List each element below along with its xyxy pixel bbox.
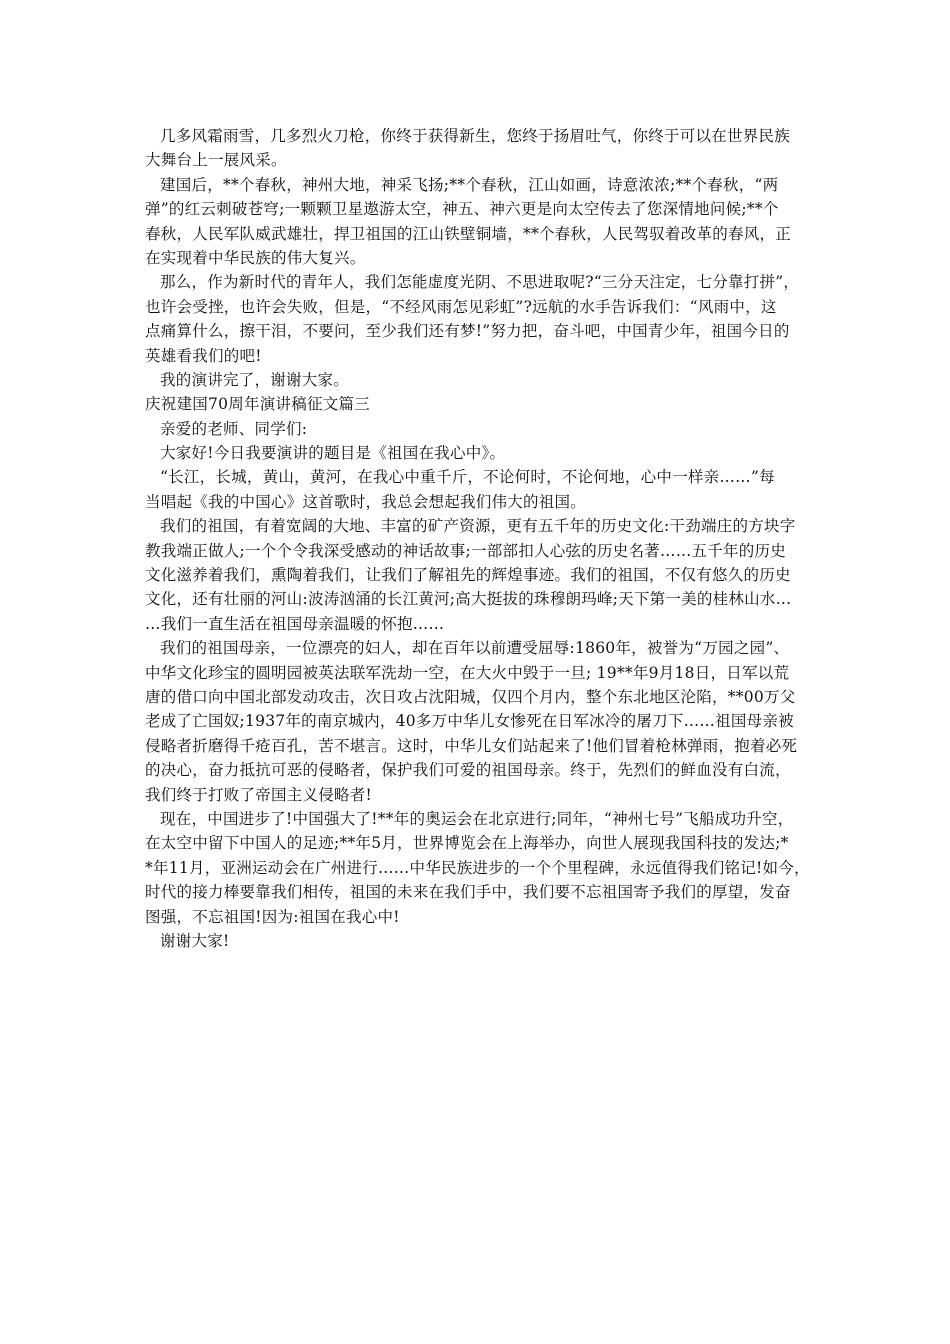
text-line: 时代的接力棒要靠我们相传，祖国的未来在我们手中，我们要不忘祖国寄予我们的厚望，发奋 [145, 883, 791, 902]
text-line: 文化，还有壮丽的河山:波涛汹涌的长江黄河;高大挺拔的珠穆朗玛峰;天下第一美的桂林山水… [145, 590, 792, 609]
document-body [145, 124, 815, 953]
text-line: 亲爱的老师、同学们: [160, 419, 308, 438]
text-line: 春秋，人民军队威武雄壮，捍卫祖国的江山铁壁铜墙，**个春秋，人民驾驭着改革的春风，正 [145, 224, 792, 243]
text-line: 我们终于打败了帝国主义侵略者! [145, 785, 372, 804]
text-line: …我们一直生活在祖国母亲温暖的怀抱…… [145, 614, 445, 633]
text-line: 我的演讲完了，谢谢大家。 [160, 370, 350, 389]
text-line: 我们的祖国母亲，一位漂亮的妇人，却在百年以前遭受屈辱:1860年，被誉为“万园之园”、 [160, 639, 790, 658]
text-line: 大舞台上一展风采。 [145, 151, 287, 170]
text-line: *年11月，亚洲运动会在广州进行……中华民族进步的一个个里程碑，永远值得我们铭记!如今， [145, 858, 810, 877]
text-line: 也许会受挫，也许会失败，但是，“不经风雨怎见彩虹”?远航的水手告诉我们：“风雨中，这 [145, 297, 777, 316]
text-line: 在太空中留下中国人的足迹;**年5月，世界博览会在上海举办，向世人展现我国科技的发达;* [145, 834, 789, 853]
text-line: 现在，中国进步了!中国强大了!**年的奥运会在北京进行;同年，“神州七号”飞船成功升空， [160, 809, 794, 828]
text-line: 中华文化珍宝的圆明园被英法联军洗劫一空，在大火中毁于一旦; 19**年9月18日，日军以荒 [145, 663, 790, 682]
text-line: 大家好!今日我要演讲的题目是《祖国在我心中》。 [160, 444, 506, 463]
text-line: 的决心，奋力抵抗可恶的侵略者，保护我们可爱的祖国母亲。终于，先烈们的鲜血没有白流， [145, 761, 791, 780]
text-line: 谢谢大家! [160, 931, 230, 950]
text-line: “长江，长城，黄山，黄河，在我心中重千斤，不论何时，不论何地，心中一样亲……”每 [160, 468, 775, 487]
text-line: 老成了亡国奴;1937年的南京城内，40多万中华儿女惨死在日军冰冷的屠刀下……祖国母亲被 [145, 712, 794, 731]
text-line: 图强，不忘祖国!因为:祖国在我心中! [145, 907, 400, 926]
text-line: 教我端正做人;一个个令我深受感动的神话故事;一部部扣人心弦的历史名著……五千年的历史 [145, 541, 786, 560]
text-line: 唐的借口向中国北部发动攻击，次日攻占沈阳城，仅四个月内，整个东北地区沦陷，**00万父 [145, 687, 796, 706]
text-line: 在实现着中华民族的伟大复兴。 [145, 248, 366, 267]
text-line: 当唱起《我的中国心》这首歌时，我总会想起我们伟大的祖国。 [145, 492, 587, 511]
text-line: 建国后，**个春秋，神州大地，神采飞扬;**个春秋，江山如画，诗意浓浓;**个春秋，“两 [160, 175, 779, 194]
text-line: 侵略者折磨得千疮百孔，苦不堪言。这时，中华儿女们站起来了!他们冒着枪林弹雨，抱着必死 [145, 736, 798, 755]
text-line: 文化滋养着我们，熏陶着我们，让我们了解祖先的辉煌事迹。我们的祖国，不仅有悠久的历史 [145, 566, 791, 585]
text-line: 几多风霜雨雪，几多烈火刀枪，你终于获得新生，您终于扬眉吐气，你终于可以在世界民族 [160, 127, 791, 145]
text-line: 庆祝建国70周年演讲稿征文篇三 [145, 395, 370, 414]
text-line: 弹”的红云刺破苍穹;一颗颗卫星遨游太空，神五、神六更是向太空传去了您深情地问候;**个 [145, 200, 779, 219]
text-line: 英雄看我们的吧! [145, 346, 262, 365]
text-line: 点痛算什么，擦干泪，不要问，至少我们还有梦!”努力把，奋斗吧，中国青少年，祖国今日的 [145, 322, 790, 341]
text-line: 那么，作为新时代的青年人，我们怎能虚度光阴、不思进取呢?“三分天注定，七分靠打拼”， [160, 273, 800, 292]
text-line: 我们的祖国，有着宽阔的大地、丰富的矿产资源，更有五千年的历史文化:干劲端庄的方块字 [160, 517, 796, 536]
